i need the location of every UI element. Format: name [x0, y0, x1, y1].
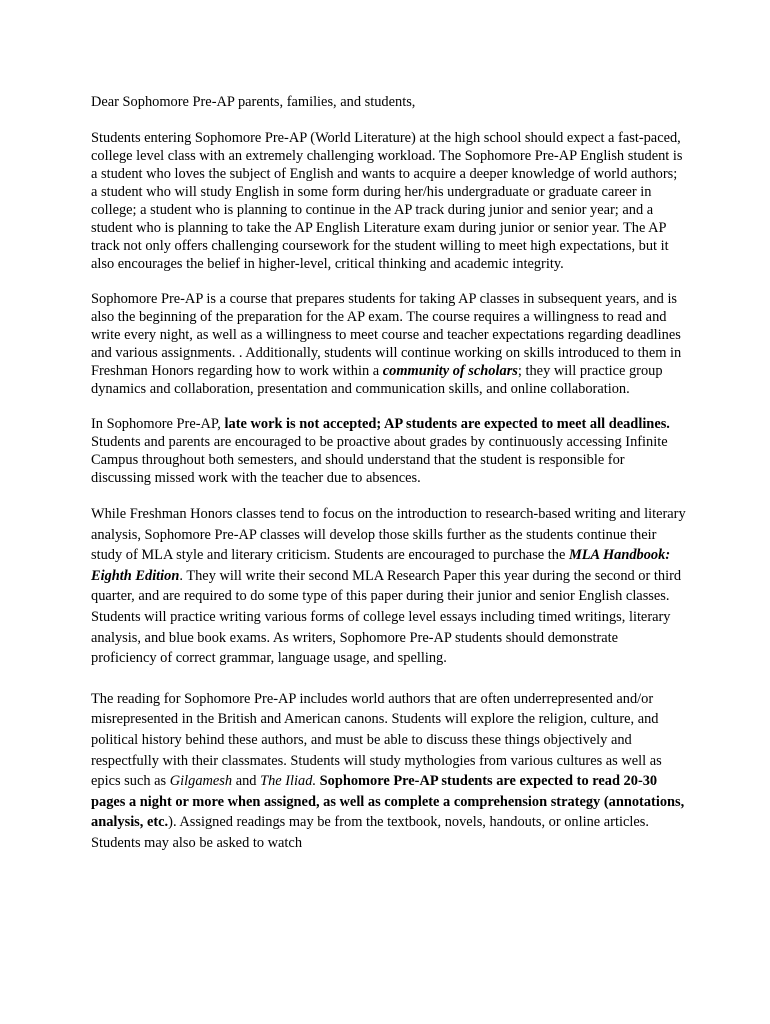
- emphasis-community-of-scholars: community of scholars: [382, 363, 518, 379]
- paragraph-course-preparation: [91, 290, 686, 398]
- text: ). Assigned readings may be from the textbook, novels, handouts, or online articles. Students may also be asked to watch: [91, 814, 649, 851]
- emphasis-mla-handbook: MLA Handbook: Eighth Edition: [91, 547, 671, 584]
- title-iliad: The Iliad.: [260, 773, 317, 790]
- paragraph-course-overview: Students entering Sophomore Pre-AP (World Literature) at the high school should expect a fast-paced, college level class with an extremely challenging workload. The Sophomore Pre-AP English student is a student who loves the subject of English and wants to acquire a deeper knowledge of world authors; a student who will study English in some form during her/his undergraduate or graduate career in college; a student who is planning to continue in the AP track during junior and senior year; and a student who is planning to take the AP English Literature exam during junior or senior year. The AP track not only offers challenging coursework for the student willing to meet high expectations, but it also encourages the belief in higher-level, critical thinking and academic integrity.: [91, 130, 683, 272]
- text: In Sophomore Pre-AP,: [91, 416, 225, 432]
- paragraph-late-work-policy: [91, 415, 686, 487]
- letter-page: [91, 93, 686, 874]
- text: Students and parents are encouraged to be proactive about grades by continuously accessing Infinite Campus throughout both semesters, and should understand that the student is responsible for discussing missed work with the teacher due to absences.: [91, 434, 668, 486]
- letter-greeting: Dear Sophomore Pre-AP parents, families, and students,: [91, 94, 416, 110]
- text: While Freshman Honors classes tend to focus on the introduction to research-based writing and literary analysis, Sophomore Pre-AP classes will develop those skills further as the students continue their study of MLA style and literary criticism. Students are encouraged to purchase the: [91, 506, 686, 564]
- text: . They will write their second MLA Research Paper this year during the second or third quarter, and are required to do some type of this paper during their junior and senior English classes. Students will practice writing various forms of college level essays including timed writings, literary analysis, and blue book exams. As writers, Sophomore Pre-AP students should demonstrate proficiency of correct grammar, language usage, and spelling.: [91, 567, 682, 667]
- text: Sophomore Pre-AP is a course that prepares students for taking AP classes in subsequent years, and is also the beginning of the preparation for the AP exam. The course requires a willingness to read and write every night, as well as a willingness to meet course and teacher expectations regarding deadlines and various assignments. . Additionally, students will continue working on skills introduced to them in Freshman Honors regarding how to work within a: [91, 291, 682, 379]
- paragraph-reading: [91, 689, 686, 854]
- emphasis-late-work: late work is not accepted; AP students are expected to meet all deadlines.: [224, 416, 670, 432]
- emphasis-reading-expectation: Sophomore Pre-AP students are expected to read 20-30 pages a night or more when assigned, as well as complete a comprehension strategy (annotations, analysis, etc.: [91, 773, 685, 831]
- title-gilgamesh: Gilgamesh: [169, 773, 233, 790]
- paragraph-writing: [91, 504, 686, 669]
- text: ; they will practice group dynamics and collaboration, presentation and communication skills, and online collaboration.: [91, 363, 663, 397]
- text: and: [232, 773, 261, 790]
- text: The reading for Sophomore Pre-AP includes world authors that are often underrepresented and/or misrepresented in the British and American canons. Students will explore the religion, culture, and political history behind these authors, and must be able to discuss these things objectively and respectfully with their classmates. Students will study mythologies from various cultures as well as epics such as: [91, 690, 662, 790]
